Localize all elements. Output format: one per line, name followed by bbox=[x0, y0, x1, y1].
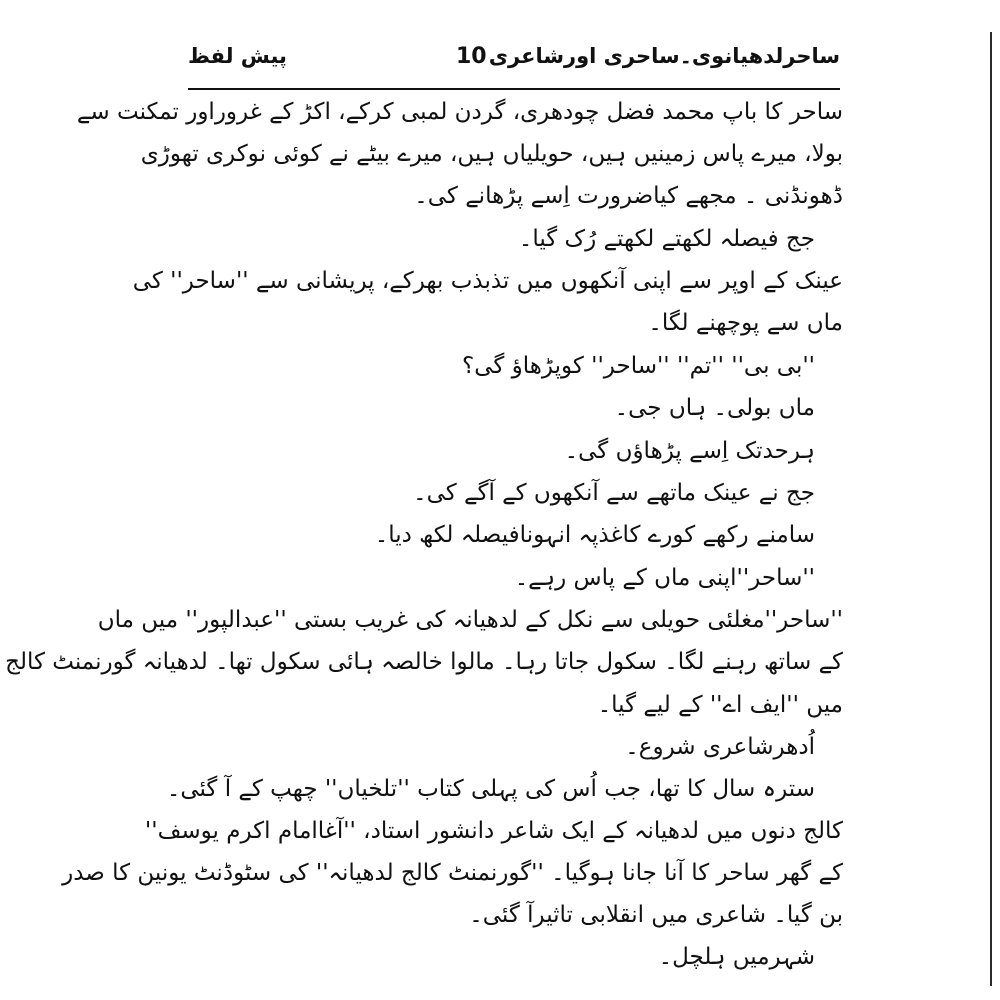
text-line: کے گھر ساحر کا آنا جانا ہوگیا۔ ''گورنمنٹ کالج لدھیانہ'' کی سٹوڈنٹ یونین کا صدر bbox=[62, 860, 843, 886]
page-edge-line bbox=[990, 32, 992, 986]
header-section-label: پیش لفظ bbox=[188, 44, 287, 68]
text-line: ''بی بی'' ''تم'' ''ساحر'' کوپڑھاؤ گی؟ bbox=[462, 353, 815, 379]
text-line: میں ''ایف اے'' کے لیے گیا۔ bbox=[597, 692, 843, 718]
text-line: ساحر کا باپ محمد فضل چودھری، گردن لمبی کرکے، اکڑ کے غروراور تمکنت سے bbox=[76, 99, 843, 125]
text-line: سامنے رکھے کورے کاغذپہ انہونافیصلہ لکھ دیا۔ bbox=[374, 522, 815, 548]
page-number: 10 bbox=[456, 44, 487, 69]
body-text bbox=[5, 92, 843, 987]
text-line: شہرمیں ہلچل۔ bbox=[658, 944, 815, 970]
running-header bbox=[188, 44, 840, 90]
text-line: ماں بولی۔ ہاں جی۔ bbox=[614, 395, 815, 421]
text-line: بن گیا۔ شاعری میں انقلابی تاثیرآ گئی۔ bbox=[469, 902, 843, 928]
text-line: بولا، میرے پاس زمینیں ہیں، حویلیاں ہیں، میرے بیٹے نے کوئی نوکری تھوڑی bbox=[140, 141, 843, 167]
text-line: سترہ سال کا تھا، جب اُس کی پہلی کتاب ''تلخیاں'' چھپ کے آ گئی۔ bbox=[166, 776, 815, 802]
text-line: کے ساتھ رہنے لگا۔ سکول جاتا رہا۔ مالوا خالصہ ہائی سکول تھا۔ لدھیانہ گورنمنٹ کالج bbox=[5, 649, 843, 675]
text-line: عینک کے اوپر سے اپنی آنکھوں میں تذبذب بھرکے، پریشانی سے ''ساحر'' کی bbox=[132, 268, 843, 294]
text-line: ڈھونڈنی ۔ مجھے کیاضرورت اِسے پڑھانے کی۔ bbox=[414, 183, 843, 209]
text-line: ''ساحر''اپنی ماں کے پاس رہے۔ bbox=[514, 565, 815, 591]
text-line: ماں سے پوچھنے لگا۔ bbox=[648, 310, 843, 336]
text-line: ''ساحر''مغلئی حویلی سے نکل کے لدھیانہ کی غریب بستی ''عبدالپور'' میں ماں bbox=[97, 607, 843, 633]
header-rule bbox=[188, 88, 840, 90]
text-line: اُدھرشاعری شروع۔ bbox=[625, 734, 815, 760]
text-line: کالج دنوں میں لدھیانہ کے ایک شاعر دانشور استاد، ''آغاامام اکرم یوسف'' bbox=[144, 818, 843, 844]
header-title: ساحرلدھیانوی۔ساحری اورشاعری bbox=[488, 44, 840, 68]
text-line: ہرحدتک اِسے پڑھاؤں گی۔ bbox=[564, 438, 815, 464]
text-line: جج فیصلہ لکھتے لکھتے رُک گیا۔ bbox=[518, 226, 815, 252]
text-line: جج نے عینک ماتھے سے آنکھوں کے آگے کی۔ bbox=[413, 480, 815, 506]
